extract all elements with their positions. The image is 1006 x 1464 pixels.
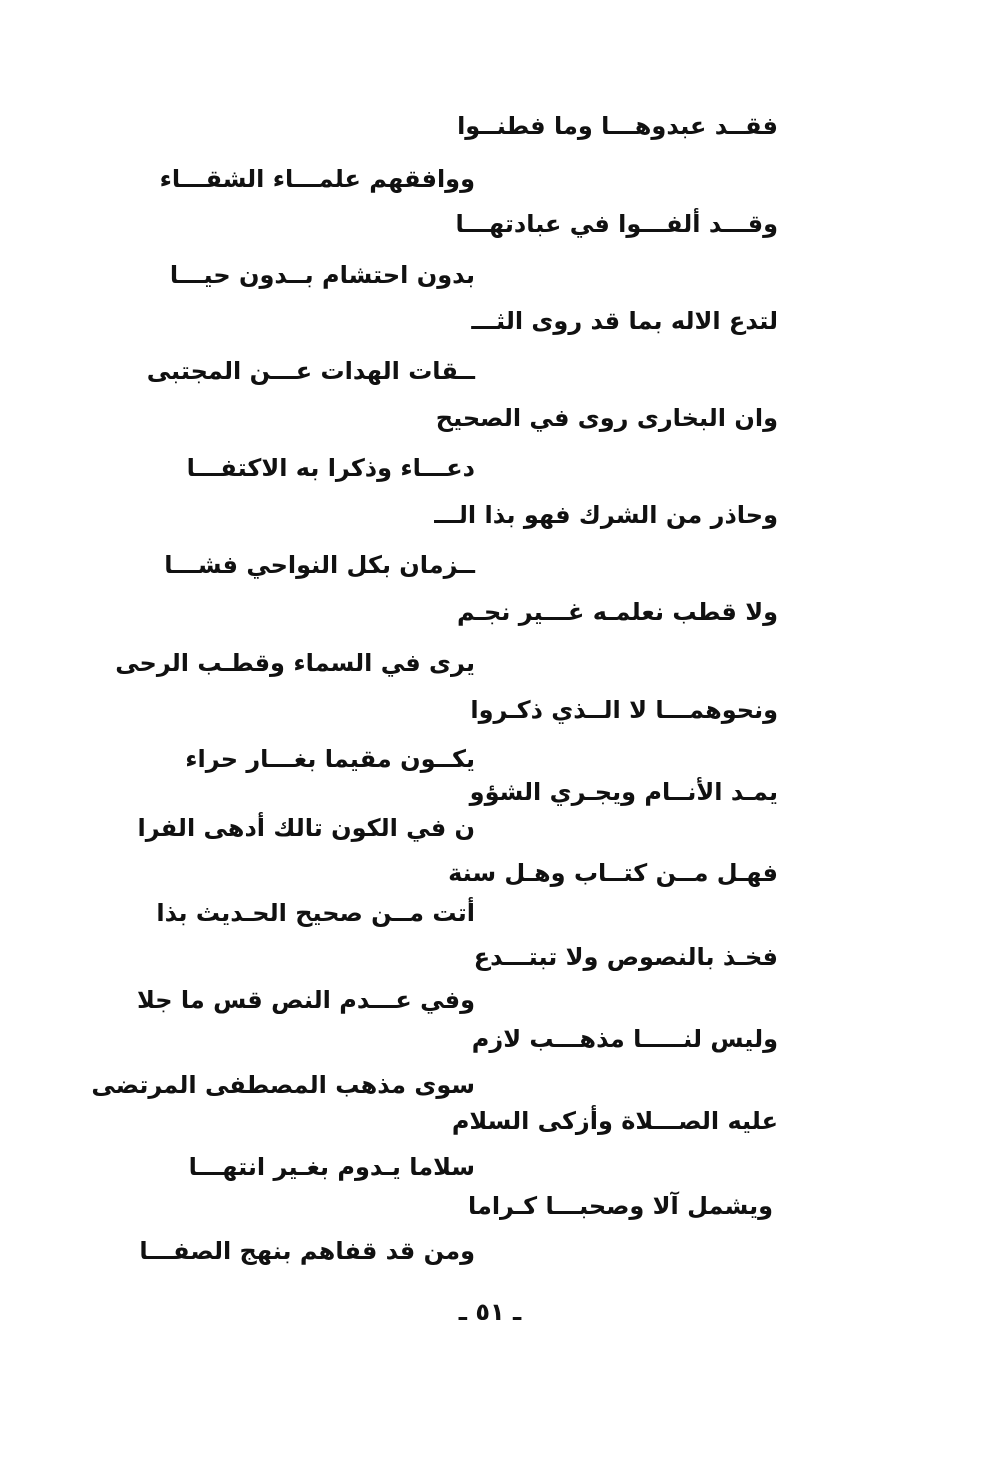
verse-1-first-hemistich: فقــد عبدوهـــا وما فطنــوا: [457, 112, 778, 140]
verse-13-second-hemistich: ومن قد قفاهم بنهج الصفـــا: [139, 1237, 475, 1265]
verse-4-second-hemistich: دعـــاء وذكرا به الاكتفـــا: [186, 454, 475, 482]
verse-3-second-hemistich: ــقات الهدات عـــن المجتبى: [146, 357, 475, 385]
verse-3-first-hemistich: لتدع الاله بما قد روى الثـــ: [471, 307, 778, 335]
page-number: ـ ٥١ ـ: [458, 1298, 522, 1326]
verse-10-first-hemistich: فخـذ بالنصوص ولا تبتـــدع: [473, 943, 778, 971]
verse-6-second-hemistich: يرى في السماء وقطـب الرحى: [115, 649, 475, 677]
verse-5-first-hemistich: وحاذر من الشرك فهو بذا الـــ: [434, 501, 778, 529]
verse-7-first-hemistich: ونحوهمـــا لا الــذي ذكـروا: [470, 696, 778, 724]
verse-2-first-hemistich: وقـــد ألفـــوا في عبادتهـــا: [455, 210, 778, 238]
verse-5-second-hemistich: ــزمان بكل النواحي فشـــا: [164, 551, 475, 579]
verse-9-first-hemistich: فهـل مــن كتــاب وهـل سنة: [448, 859, 778, 887]
verse-1-second-hemistich: ووافقهم علمـــاء الشقـــاء: [159, 165, 475, 193]
verse-13-first-hemistich: ويشمل آلا وصحبـــا كـراما: [467, 1192, 773, 1220]
verse-4-first-hemistich: وان البخارى روى في الصحيح: [435, 404, 778, 432]
verse-11-second-hemistich: سوى مذهب المصطفى المرتضى: [91, 1071, 475, 1099]
verse-10-second-hemistich: وفي عـــدم النص قس ما جلا: [137, 986, 475, 1014]
verse-7-second-hemistich: يكــون مقيما بغـــار حراء: [185, 745, 475, 773]
verse-12-second-hemistich: سلاما يـدوم بغـير انتهـــا: [188, 1153, 475, 1181]
verse-6-first-hemistich: ولا قطب نعلمـه غـــير نجـم: [457, 598, 778, 626]
verse-2-second-hemistich: بدون احتشام بــدون حيـــا: [169, 261, 475, 289]
verse-11-first-hemistich: وليس لنـــــا مذهـــب لازم: [471, 1025, 778, 1053]
verse-8-first-hemistich: يمـد الأنــام ويجـري الشؤو: [469, 778, 778, 806]
verse-12-first-hemistich: عليه الصـــلاة وأزكى السلام: [451, 1107, 778, 1135]
verse-9-second-hemistich: أتت مــن صحيح الحـديث بذا: [156, 899, 475, 927]
verse-8-second-hemistich: ن في الكون تالك أدهى الفرا: [137, 814, 475, 842]
